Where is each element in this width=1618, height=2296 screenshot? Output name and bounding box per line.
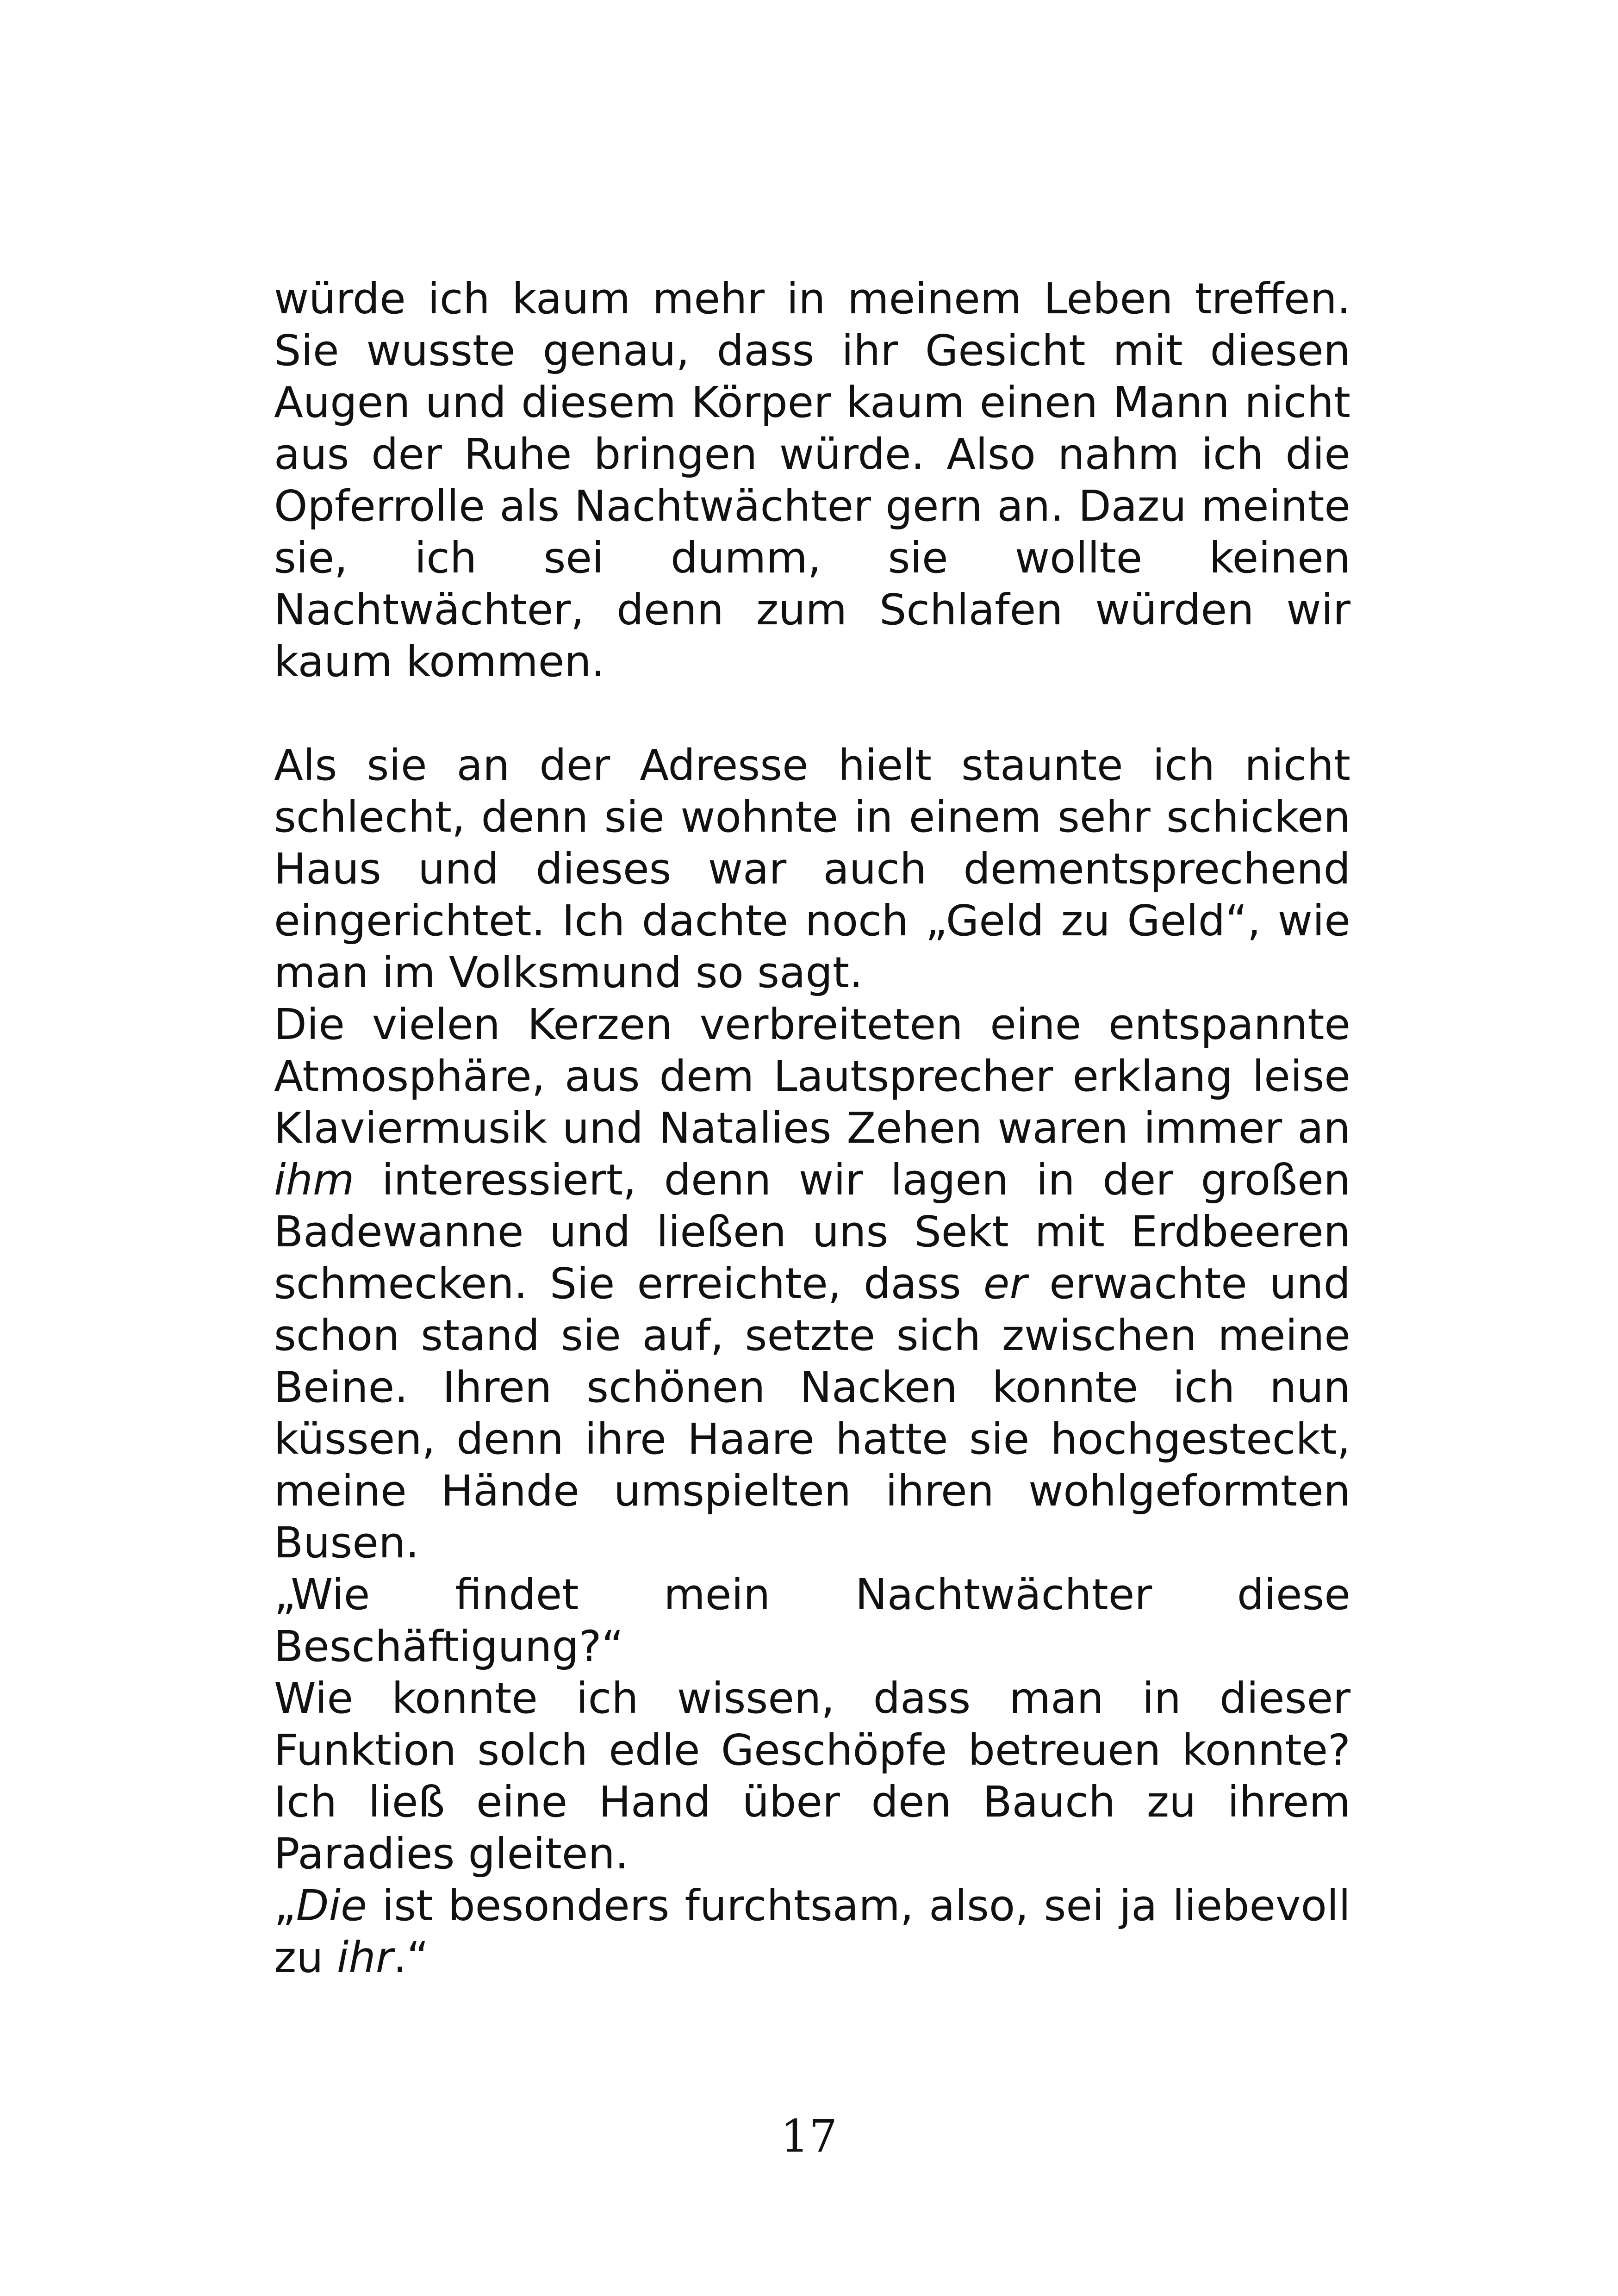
text-run: würde ich kaum mehr in meinem Leben treffen. Sie wusste genau, dass ihr Gesicht mit diesen Augen und diesem Körper kaum einen Mann nicht aus der Ruhe bringen würde. Also nahm ich die Opferrolle als Nachtwächter gern an. Dazu meinte sie, ich sei dumm, sie wollte keinen Nachtwächter, denn zum Schlafen würden wir kaum kommen. [274, 274, 1350, 686]
text-run: „ [274, 1881, 296, 1930]
paragraph-spacer [274, 688, 1350, 740]
text-run: interessiert, denn wir lagen in der großen Badewanne und ließen uns Sekt mit Erdbeeren schmecken. Sie erreichte, dass [274, 1155, 1350, 1308]
paragraph [274, 740, 1350, 999]
body-text [274, 273, 1350, 1984]
text-run: „Wie findet mein Nachtwächter diese Beschäftigung?“ [274, 1570, 1350, 1671]
paragraph [274, 1673, 1350, 1880]
emphasis-text: ihr [336, 1933, 393, 1982]
page-number: 17 [780, 2110, 838, 2162]
text-run: erwachte und schon stand sie auf, setzte sich zwischen meine Beine. Ihren schönen Nacken konnte ich nun küssen, denn ihre Haare hatte sie hochgesteckt, meine Hände umspielten ihren wohlgeformten Busen. [274, 1259, 1350, 1568]
text-run: .“ [393, 1933, 429, 1982]
text-run: ist besonders furchtsam, also, sei ja liebevoll zu [274, 1881, 1350, 1982]
text-run: Als sie an der Adresse hielt staunte ich nicht schlecht, denn sie wohnte in einem sehr schicken Haus und dieses war auch dementsprechend eingerichtet. Ich dachte noch „Geld zu Geld“, wie man im Volksmund so sagt. [274, 740, 1350, 997]
paragraph [274, 999, 1350, 1569]
text-run: Die vielen Kerzen verbreiteten eine entspannte Atmosphäre, aus dem Lautsprecher erklang leise Klaviermusik und Natalies Zehen waren immer an [274, 1000, 1350, 1153]
text-run: Wie konnte ich wissen, dass man in dieser Funktion solch edle Geschöpfe betreuen konnte? Ich ließ eine Hand über den Bauch zu ihrem Paradies gleiten. [274, 1674, 1350, 1879]
paragraph [274, 1880, 1350, 1984]
paragraph [274, 273, 1350, 688]
emphasis-text: er [983, 1259, 1027, 1308]
emphasis-text: ihm [274, 1155, 355, 1205]
emphasis-text: Die [296, 1881, 367, 1930]
paragraph [274, 1569, 1350, 1673]
